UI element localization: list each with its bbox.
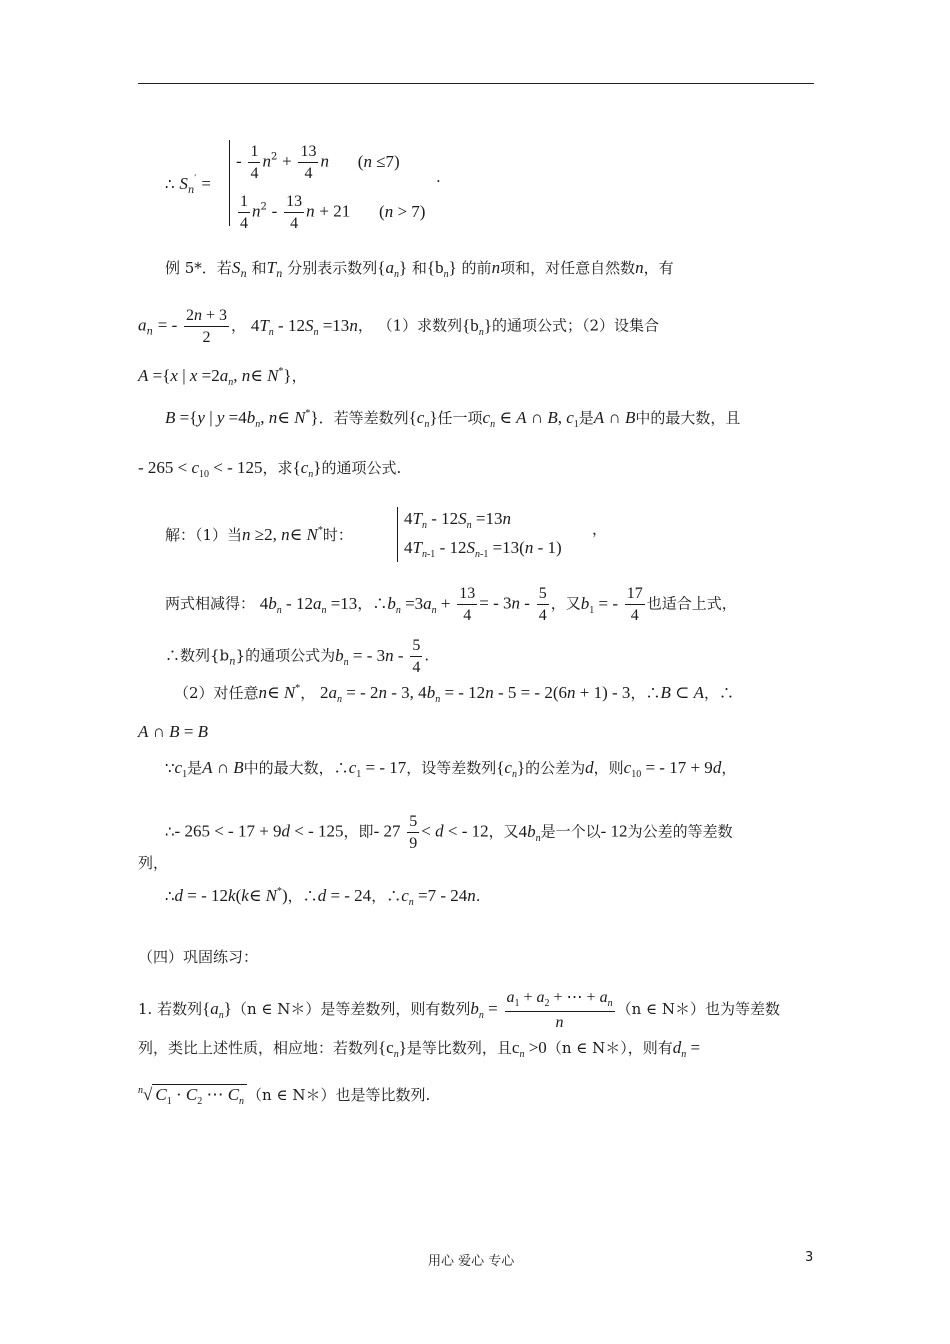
example5-line2: $a_n$ = - $\frac{2n + 3}{2}$ ， $4T_n - 12S_n =13n$， （1）求数列$\{b_n\}$的通项公式；（2）设集合 [138,307,660,347]
piecewise-sn: ∴ $S_n'$ = [165,174,211,196]
exercise1-line1: 1. 若数列$\{a_n\}(n$ ∈ N＊）是等差数列，则有数列$b_n$ = $\frac{a_1 + a_2 + \cdots + a_n}{n}$ （n ∈ N＊）也为等差数 [138,989,781,1031]
example5-line1: 例 5*．若$S_n$ 和$T_n$ 分别表示数列$\{a_n\}$ 和$\{b_n\}$ 的前n项和，对任意自然数n，有 [165,258,674,280]
solution-2-line: （2）对任意n∈ N*， $2a_n$ = - 2n - 3, $4b_n$ = - 12n - 5 = - 2(6n + 1) - 3，∴B ⊂ A，∴ [174,683,734,705]
comma: ， [592,520,608,538]
piecewise-case2: $\frac{1}{4}$ $n^2$ - $\frac{13}{4}$ n + 21 (n > 7) [240,193,426,233]
system-eq1: $4T_n - 12S_n =13n$ [404,509,511,531]
solution-1-intro: 解：（1）当n ≥2, n∈ N*时： [165,525,353,544]
continuation-lie: 列， [138,854,169,872]
page-number: 3 [805,1250,814,1265]
therefore-symbol: ∴ [165,175,175,193]
exercise1-line3: $^n$√ $C_1 \cdot C_2$ ⋯ $C_n$ （n ∈ N＊）也是等比数列. [138,1085,431,1107]
set-b: B ={y | $y =4b_n$, n∈ N*}．若等差数列$\{c_n\}$任一项$c_n$ ∈ A ∩ B, $c_1$是A ∩ B中的最大数，且 [165,408,741,430]
section-title: （四）巩固练习： [138,948,259,966]
intersection-eq: A ∩ B = B [138,722,209,741]
general-b: ∴数列$\{b_n\}$的通项公式为$b_n$ = - 3n - $\frac{5}{4}$ . [165,637,430,677]
set-a: A ={x | $x =2a_n$, n∈ N*}， [138,366,307,388]
piecewise-case1: - $\frac{1}{4}$ $n^2$ + $\frac{13}{4}$ n (n ≤7) [236,143,400,183]
footer-text: 用心 爱心 专心 [428,1254,515,1269]
c10-range: - $265 < c_{10}$ < - 125，求$\{c_n\}$的通项公式. [138,458,402,480]
period-dot: . [436,168,441,186]
system-eq2: $4T_{n-1} - 12S_{n-1} =13(n - 1)$ [404,538,562,560]
header-rule [138,83,814,84]
c1-line: $\because c_1$是A ∩ B中的最大数，$\therefore c_1$ = - 17，设等差数列$\{c_n\}$的公差为d，则$c_{10}$ = - 17 + 9d， [165,758,737,780]
conclusion-line: ∴d = - 12k(k∈ N*)，∴d = - 24，$\therefore c_n =7 - 24n$. [165,886,481,908]
d-range-line: ∴- 265 < - 17 + 9d < - 125，即- 27 $\frac{5}{9}$ < d < - 12，又$4b_n$是一个以- 12为公差的等差数 [165,813,733,853]
exercise1-line2: 列，类比上述性质，相应地：若数列$\{c_n\}$是等比数列，且$c_n >0(n$ ∈ N＊），则有$d_n$ = [138,1038,701,1060]
subtract-line: 两式相减得： $4b_n - 12a_n =13$，$\therefore b_n =3a_n$ + $\frac{13}{4}$ = - 3n - $\frac{5}{4}$ ，又$b_1$ = - $\frac{17}{4}$ 也适合上式， [165,585,737,625]
